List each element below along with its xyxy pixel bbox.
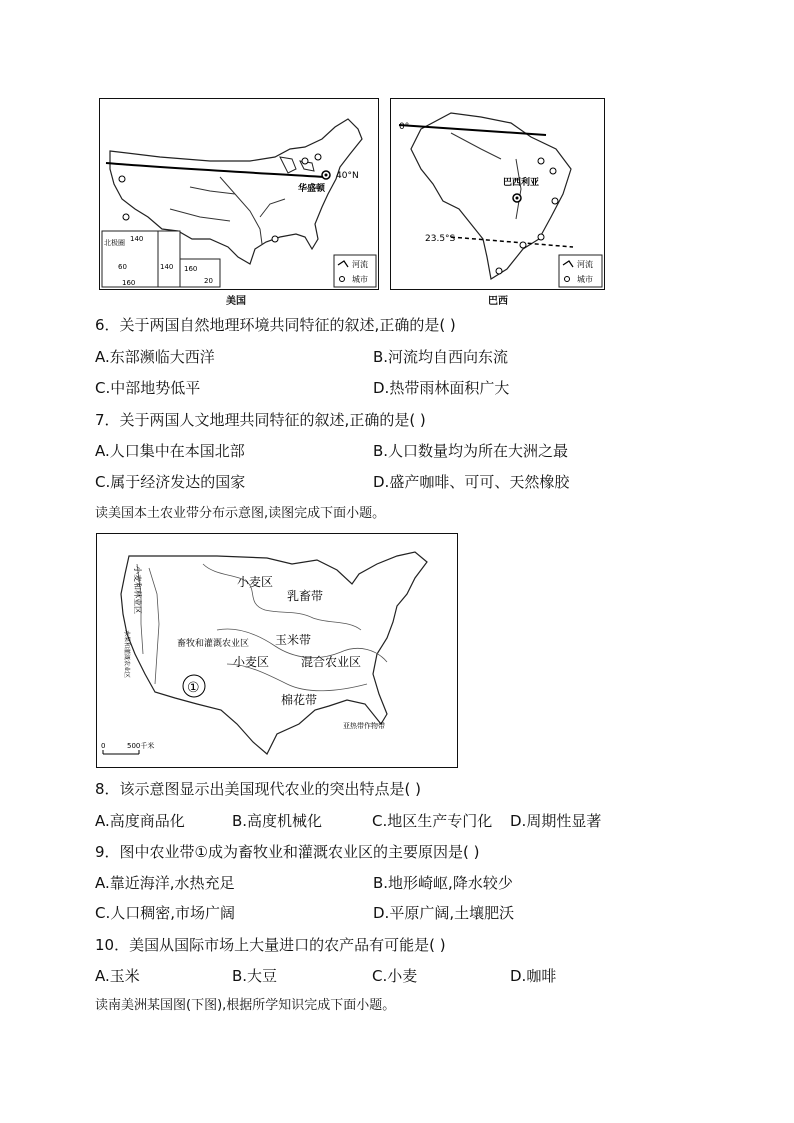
label-wheat-mid: 小麦区 [233,655,270,669]
label-west-coast: 水果和灌溉农业区 [123,630,130,679]
label-mixed: 混合农业区 [301,655,362,669]
question-8-option-a[interactable]: A.高度商品化 [95,812,185,830]
question-6-option-b[interactable]: B.河流均自西向东流 [373,348,509,366]
brazil-legend-city: 城市 [577,275,593,284]
brazil-map [390,98,605,290]
inset-tick-160a: 160 [122,279,136,287]
inset-tick-20: 20 [204,277,213,285]
usa-legend-city: 城市 [352,275,368,284]
question-9-option-a[interactable]: A.靠近海洋,水热充足 [95,874,235,892]
question-8-stem: 8．该示意图显示出美国现代农业的突出特点是( ) [95,780,422,798]
question-6-option-a[interactable]: A.东部濒临大西洋 [95,348,215,366]
label-dairy: 乳畜带 [287,589,324,603]
label-ranch: 畜牧和灌溉农业区 [177,639,250,649]
usa-legend-river: 河流 [352,260,368,269]
label-subtropic: 亚热带作物带 [343,722,385,730]
label-wheat-north: 小麦区 [237,575,274,589]
question-9-option-c[interactable]: C.人口稠密,市场广阔 [95,904,236,922]
scale-label: 500千米 [127,742,155,750]
question-9-option-b[interactable]: B.地形崎岖,降水较少 [373,874,513,892]
question-7-option-a[interactable]: A.人口集中在本国北部 [95,442,245,460]
us-agriculture-drawing [97,534,457,767]
inset-tick-140a: 140 [130,235,144,243]
question-7-option-c[interactable]: C.属于经济发达的国家 [95,473,246,491]
question-9-option-d[interactable]: D.平原广阔,土壤肥沃 [373,904,515,922]
us-agriculture-map [96,533,458,768]
question-9-stem: 9．图中农业带①成为畜牧业和灌溉农业区的主要原因是( ) [95,843,480,861]
label-circle-1: ① [187,680,200,696]
usa-map-drawing [100,99,378,289]
question-8-option-d[interactable]: D.周期性显著 [510,812,602,830]
question-7-option-d[interactable]: D.盛产咖啡、可可、天然橡胶 [373,473,570,491]
intro-south-america: 读南美洲某国图(下图),根据所学知识完成下面小题。 [95,998,396,1013]
usa-caption: 美国 [226,296,246,307]
brazil-caption: 巴西 [488,296,508,307]
question-8-option-b[interactable]: B.高度机械化 [232,812,323,830]
question-6-option-d[interactable]: D.热带雨林面积广大 [373,379,510,397]
question-10-stem: 10．美国从国际市场上大量进口的农产品有可能是( ) [95,936,446,954]
label-brasilia: 巴西利亚 [503,178,540,188]
inset-tick-140b: 140 [160,263,174,271]
label-corn: 玉米带 [275,633,312,647]
brazil-map-drawing [391,99,604,289]
question-8-option-c[interactable]: C.地区生产专门化 [372,812,493,830]
inset-tick-60: 60 [118,263,127,271]
label-40n: 40°N [336,171,359,181]
question-7-option-b[interactable]: B.人口数量均为所在大洲之最 [373,442,569,460]
question-7-stem: 7．关于两国人文地理共同特征的叙述,正确的是( ) [95,411,426,429]
label-equator: 0° [399,122,410,132]
question-6-stem: 6．关于两国自然地理环境共同特征的叙述,正确的是( ) [95,316,456,334]
scale-zero: 0 [101,742,106,750]
label-washington: 华盛顿 [298,184,326,194]
label-cotton: 棉花带 [281,693,318,707]
intro-agriculture: 读美国本土农业带分布示意图,读图完成下面小题。 [95,506,386,521]
brazil-legend-river: 河流 [577,260,593,269]
inset-alaska-label: 北极圈 [104,239,125,247]
question-10-option-d[interactable]: D.咖啡 [510,967,557,985]
usa-map [99,98,379,290]
question-10-option-b[interactable]: B.大豆 [232,967,278,985]
question-6-option-c[interactable]: C.中部地势低平 [95,379,201,397]
label-pacific-coast: 小麦和林业区 [133,566,142,614]
question-10-option-a[interactable]: A.玉米 [95,967,140,985]
question-10-option-c[interactable]: C.小麦 [372,967,418,985]
inset-tick-160b: 160 [184,265,198,273]
label-tropic: 23.5°S [425,234,456,244]
